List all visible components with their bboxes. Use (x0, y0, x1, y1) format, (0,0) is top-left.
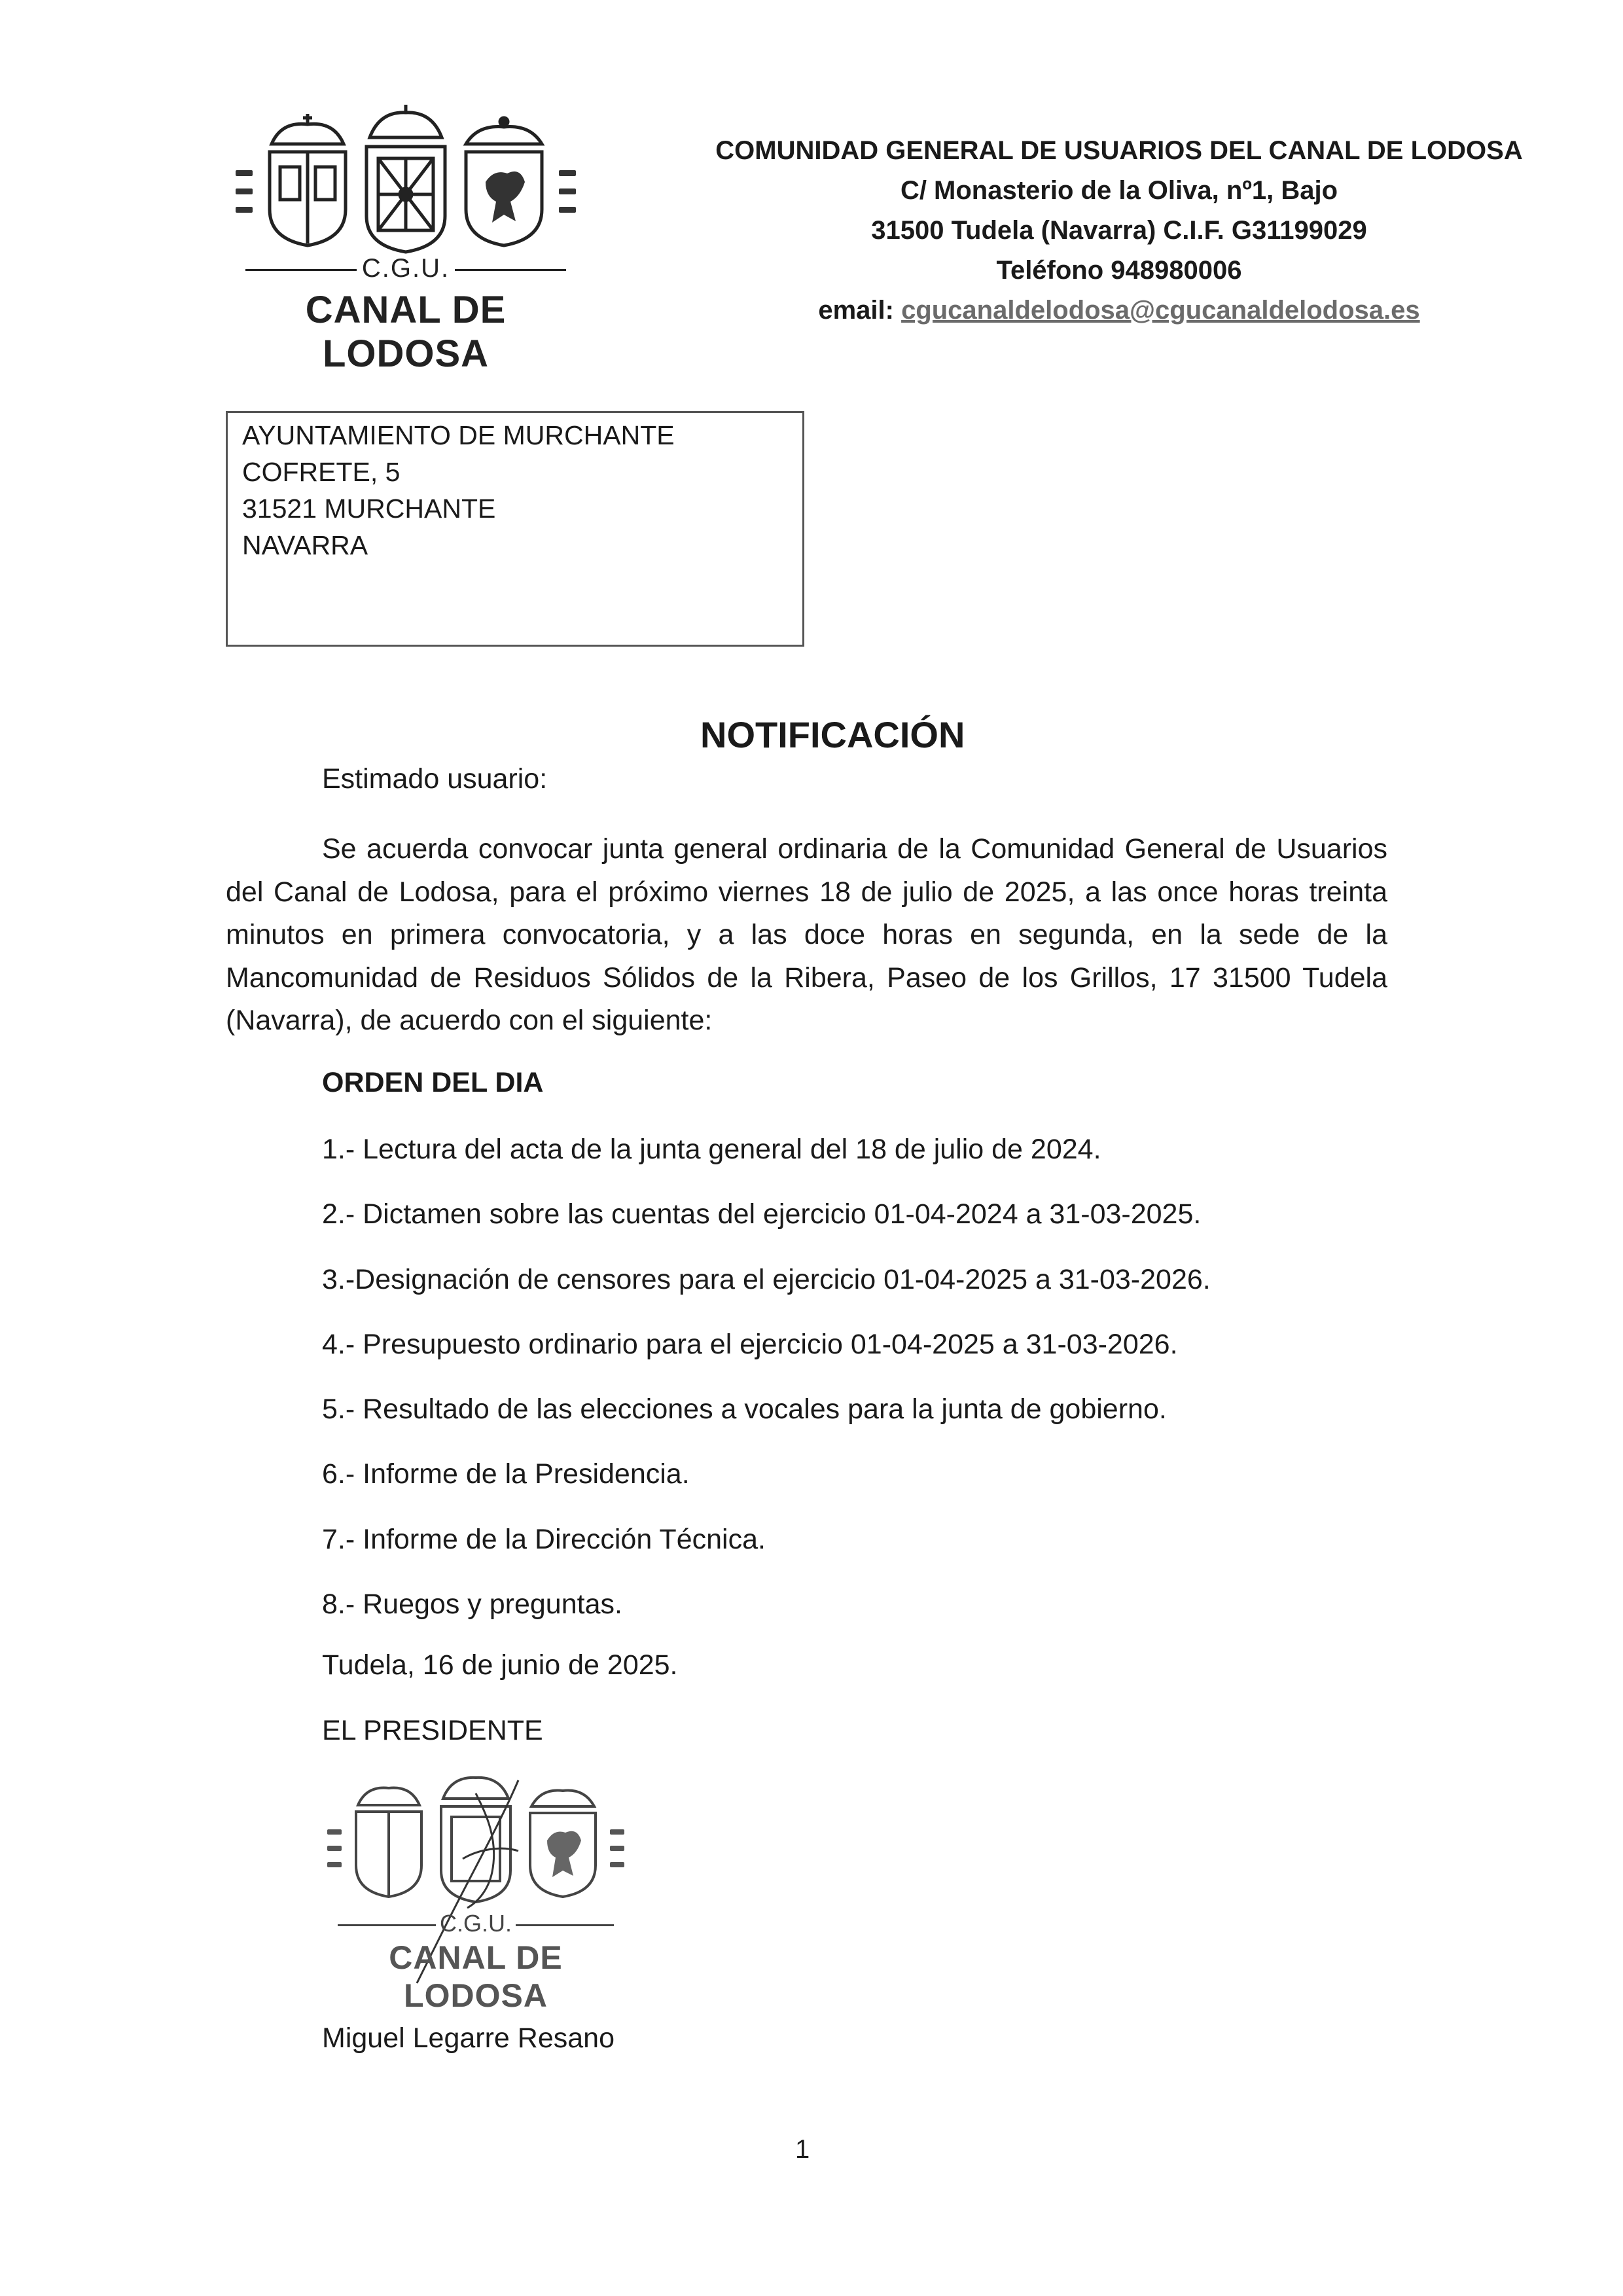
greeting: Estimado usuario: (322, 763, 548, 795)
agenda-list (322, 1130, 1211, 1649)
cgu-logo (229, 105, 582, 375)
stamp-rule-right (516, 1924, 614, 1926)
organization-header (687, 131, 1551, 331)
document-title: NOTIFICACIÓN (700, 714, 965, 755)
recipient-line: COFRETE, 5 (242, 457, 401, 487)
signer-name: Miguel Legarre Resano (322, 2022, 615, 2054)
signer-role: EL PRESIDENTE (322, 1715, 543, 1746)
logo-rule-left (245, 269, 357, 271)
agenda-item: 5.- Resultado de las elecciones a vocales para la junta de gobierno. (322, 1393, 1167, 1426)
org-phone: Teléfono 948980006 (996, 256, 1242, 285)
agenda-item: 2.- Dictamen sobre las cuentas del ejercicio 01-04-2024 a 31-03-2025. (322, 1198, 1202, 1230)
stamp-cgu-text (322, 1910, 630, 1937)
org-email-label: email: (818, 296, 902, 325)
date-line: Tudela, 16 de junio de 2025. (322, 1649, 678, 1681)
agenda-item: 3.-Designación de censores para el ejercicio 01-04-2025 a 31-03-2026. (322, 1263, 1211, 1295)
agenda-item: 6.- Informe de la Presidencia. (322, 1458, 690, 1490)
stamp-name: CANAL DE LODOSA (389, 1939, 563, 2014)
agenda-heading: ORDEN DEL DIA (322, 1067, 544, 1098)
org-address: C/ Monasterio de la Oliva, nº1, Bajo (900, 176, 1338, 205)
logo-rule-right (455, 269, 566, 271)
page-number: 1 (795, 2135, 810, 2164)
org-email-link[interactable]: cgucanaldelodosa@cgucanaldelodosa.es (901, 296, 1420, 325)
logo-cgu-text (229, 254, 582, 283)
agenda-item: 8.- Ruegos y preguntas. (322, 1588, 622, 1621)
stamp-rule-left (338, 1924, 436, 1926)
agenda-item: 1.- Lectura del acta de la junta general del 18 de julio de 2024. (322, 1134, 1101, 1165)
recipient-address-box (226, 411, 804, 647)
org-email-line (687, 291, 1551, 331)
logo-name: CANAL DE LODOSA (305, 289, 507, 375)
recipient-line: NAVARRA (242, 530, 368, 560)
agenda-item: 7.- Informe de la Dirección Técnica. (322, 1523, 766, 1555)
recipient-line: AYUNTAMIENTO DE MURCHANTE (242, 420, 675, 450)
body-paragraph: Se acuerda convocar junta general ordinaria de la Comunidad General de Usuarios del Canal de Lodosa, para el próximo viernes 18 de julio de 2025, a las once horas treinta minutos en primera convocatoria, y a las doce horas en segunda, en la sede de la Mancomunidad de Residuos Sólidos de la Ribera, Paseo de los Grillos, 17 31500 Tudela (Navarra), de acuerdo con el siguiente: (226, 833, 1387, 1036)
agenda-item: 4.- Presupuesto ordinario para el ejercicio 01-04-2025 a 31-03-2026. (322, 1328, 1178, 1360)
org-city: 31500 Tudela (Navarra) C.I.F. G31199029 (871, 216, 1367, 245)
recipient-line: 31521 MURCHANTE (242, 493, 496, 524)
org-name: COMUNIDAD GENERAL DE USUARIOS DEL CANAL DE LODOSA (715, 136, 1523, 165)
stamp-cgu-label: C.G.U. (439, 1910, 512, 1937)
signature-stamp (322, 1767, 630, 2014)
coats-of-arms-icon (229, 105, 582, 255)
logo-cgu-label: C.G.U. (361, 254, 450, 283)
